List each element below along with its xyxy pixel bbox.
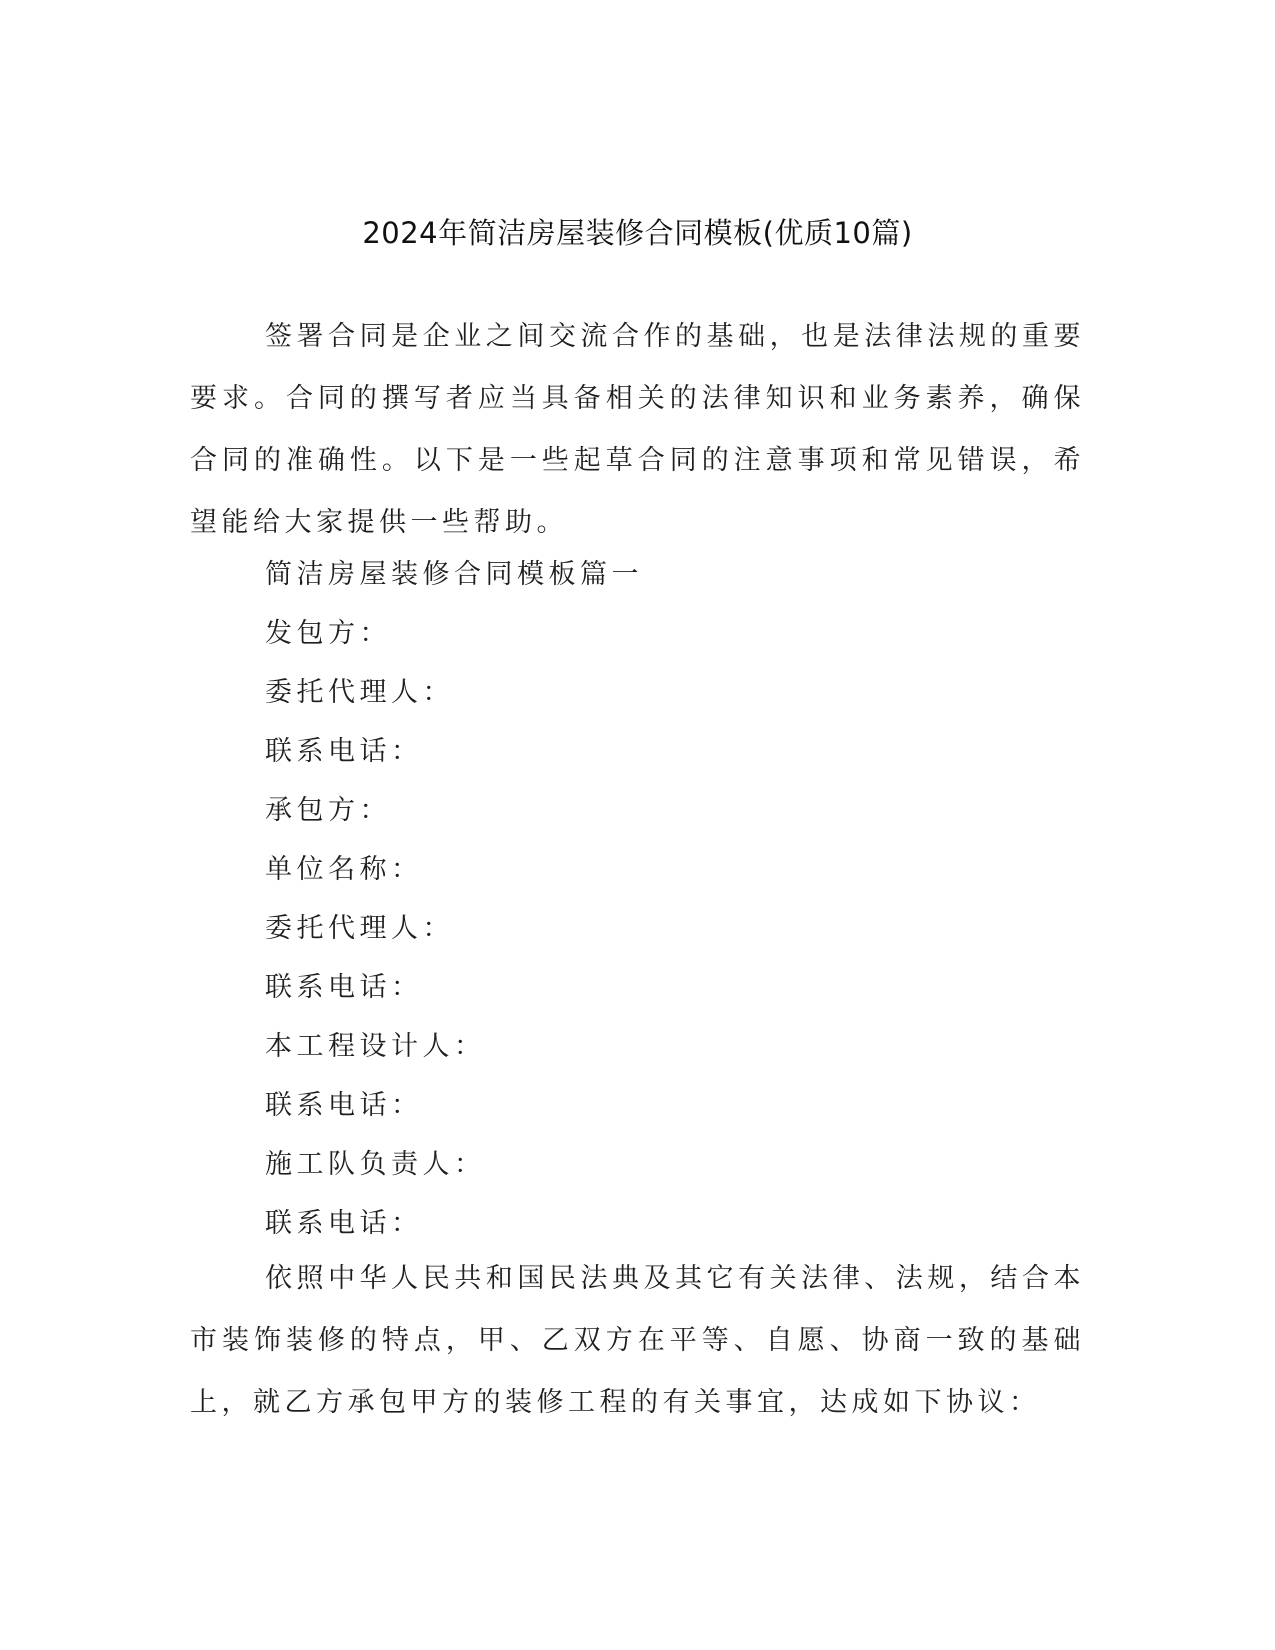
field-team-leader: 施工队负责人： [265,1149,486,1180]
field-employer-phone: 联系电话： [265,736,423,767]
document-title: 2024年简洁房屋装修合同模板(优质10篇) [362,216,913,250]
field-designer: 本工程设计人： [265,1031,486,1062]
agreement-paragraph: 依照中华人民共和国民法典及其它有关法律、法规，结合本市装饰装修的特点，甲、乙双方在平等、自愿、协商一致的基础上，就乙方承包甲方的装修工程的有关事宜，达成如下协议： [190,1263,1085,1418]
section-heading: 简洁房屋装修合同模板篇一 [265,559,643,590]
intro-paragraph: 签署合同是企业之间交流合作的基础，也是法律法规的重要要求。合同的撰写者应当具备相关的法律知识和业务素养，确保合同的准确性。以下是一些起草合同的注意事项和常见错误，希望能给大家提供一些帮助。 [190,321,1085,538]
field-contractor-phone: 联系电话： [265,972,423,1003]
field-contractor-agent: 委托代理人： [265,913,454,944]
field-designer-phone: 联系电话： [265,1090,423,1121]
field-employer-agent: 委托代理人： [265,677,454,708]
field-employer: 发包方： [265,618,391,649]
field-company-name: 单位名称： [265,854,423,885]
field-team-leader-phone: 联系电话： [265,1208,423,1239]
field-contractor: 承包方： [265,795,391,826]
